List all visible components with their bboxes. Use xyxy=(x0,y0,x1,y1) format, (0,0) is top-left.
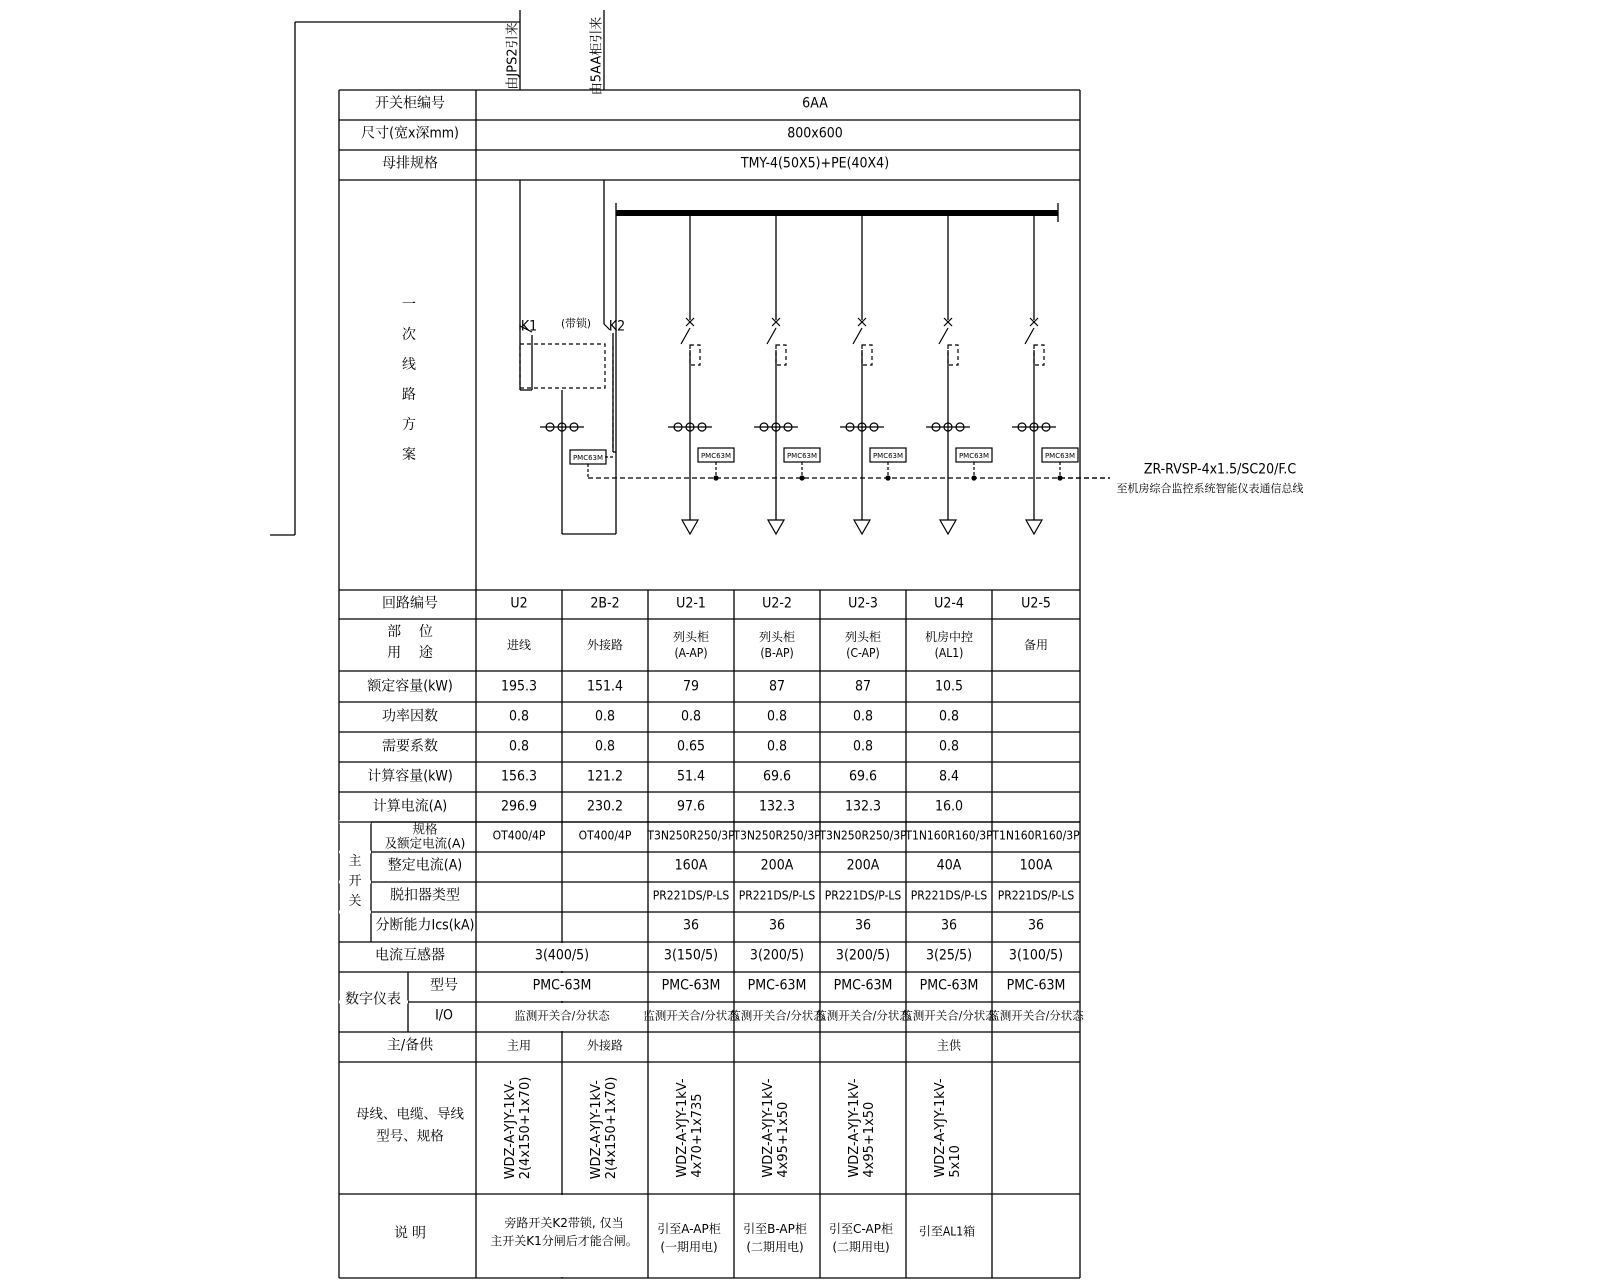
cell-meter-model: PMC-63M xyxy=(919,977,979,994)
cell-demand: 0.8 xyxy=(508,738,530,755)
row-usage: 部 位 用 途 xyxy=(387,624,433,661)
cell-meter-io: 监测开关合/分状态 xyxy=(988,1008,1084,1023)
cell-cable xyxy=(848,1078,878,1177)
cell-trip: PR221DS/P-LS xyxy=(997,888,1075,903)
cell-rated: 87 xyxy=(768,678,786,695)
cell-mb: 外接路 xyxy=(586,1038,624,1053)
cabinet-label: 开关柜编号 xyxy=(375,95,445,112)
primary-scheme-label: 一 次 线 路 方 案 xyxy=(402,297,416,463)
cabinet-value: 6AA xyxy=(802,95,828,112)
cell-rated: 10.5 xyxy=(934,678,964,695)
row-spec: 规格 及额定电流(A) xyxy=(384,821,466,850)
cell-meter-io: 监测开关合/分状态 xyxy=(643,1008,739,1023)
cell-calc: 121.2 xyxy=(586,768,624,785)
cell-cable xyxy=(504,1077,534,1180)
cell-cable xyxy=(762,1078,792,1177)
row-circuit-no: 回路编号 xyxy=(382,595,438,612)
source-jps2-label: 由JPS2引来 xyxy=(505,22,521,90)
row-meter-model: 型号 xyxy=(430,977,458,994)
cell-trip: PR221DS/P-LS xyxy=(652,888,730,903)
cell-ics: 36 xyxy=(1027,917,1045,934)
cell-ct: 3(200/5) xyxy=(749,947,805,964)
cell-ics: 36 xyxy=(940,917,958,934)
k2-label: K2 xyxy=(608,318,626,335)
cell-cable-line: 4x95+1x50 xyxy=(776,1101,791,1178)
cell-usage: 外接路 xyxy=(586,637,624,652)
row-calc-cur: 计算电流(A) xyxy=(372,798,448,815)
cell-no: U2-5 xyxy=(1021,595,1051,612)
cell-current: 132.3 xyxy=(844,798,882,815)
cell-cable-line: WDZ-A-YJY-1kV- xyxy=(675,1078,691,1178)
cell-rated: 151.4 xyxy=(586,678,624,695)
row-trip: 脱扣器类型 xyxy=(390,887,460,904)
cell-cable-line: WDZ-A-YJY-1kV- xyxy=(503,1080,519,1180)
svg-text:PMC63M: PMC63M xyxy=(572,454,604,462)
k1-label: K1 xyxy=(520,318,538,335)
cell-current: 132.3 xyxy=(758,798,796,815)
cell-calc: 51.4 xyxy=(676,768,706,785)
cell-meter-io: 监测开关合/分状态 xyxy=(514,1008,610,1023)
note-u2-2: 引至B-AP柜 (二期用电) xyxy=(743,1222,807,1254)
size-label: 尺寸(宽x深mm) xyxy=(361,125,459,142)
cell-trip: PR221DS/P-LS xyxy=(824,888,902,903)
cell-trip: PR221DS/P-LS xyxy=(910,888,988,903)
cell-current: 296.9 xyxy=(500,798,538,815)
row-calc-cap: 计算容量(kW) xyxy=(367,768,453,785)
cell-meter-model: PMC-63M xyxy=(661,977,721,994)
switch-group-label: 主 开 关 xyxy=(348,854,362,909)
cell-cable xyxy=(590,1077,620,1180)
cell-mb: 主供 xyxy=(936,1038,962,1053)
cell-cable-line: 4x70+1x735 xyxy=(690,1093,705,1178)
cell-meter-model: PMC-63M xyxy=(747,977,807,994)
cell-spec: T3N250R250/3P xyxy=(819,828,907,843)
cell-ct: 3(150/5) xyxy=(663,947,719,964)
svg-text:PMC63M: PMC63M xyxy=(872,452,904,460)
row-setting: 整定电流(A) xyxy=(387,857,463,874)
svg-text:PMC63M: PMC63M xyxy=(786,452,818,460)
note-u2-3: 引至C-AP柜 (二期用电) xyxy=(829,1222,893,1254)
cell-meter-io: 监测开关合/分状态 xyxy=(815,1008,911,1023)
cell-cable-line: 2(4x150+1x70) xyxy=(518,1076,533,1180)
cell-no: U2-4 xyxy=(934,595,964,612)
cell-meter-model: PMC-63M xyxy=(833,977,893,994)
cell-cable-line: 5x10 xyxy=(948,1145,963,1178)
size-value: 800x600 xyxy=(787,125,843,142)
cell-usage: 列头柜 (A-AP) xyxy=(672,629,710,660)
cell-usage: 列头柜 (B-AP) xyxy=(758,629,796,660)
cell-usage: 机房中控 (AL1) xyxy=(924,629,974,660)
cell-pf: 0.8 xyxy=(938,708,960,725)
cell-cable-line: WDZ-A-YJY-1kV- xyxy=(933,1078,949,1178)
svg-text:PMC63M: PMC63M xyxy=(958,452,990,460)
cell-cable-line: WDZ-A-YJY-1kV- xyxy=(761,1078,777,1178)
cell-ct: 3(100/5) xyxy=(1008,947,1064,964)
cell-pf: 0.8 xyxy=(766,708,788,725)
cell-calc: 69.6 xyxy=(762,768,792,785)
cell-calc: 156.3 xyxy=(500,768,538,785)
row-rated-cap: 额定容量(kW) xyxy=(367,678,453,695)
cell-usage: 进线 xyxy=(506,637,532,652)
row-meter-io: I/O xyxy=(435,1007,453,1024)
cell-demand: 0.8 xyxy=(852,738,874,755)
source-5aa-label: 由5AA柜引来 xyxy=(589,16,605,96)
cell-pf: 0.8 xyxy=(680,708,702,725)
cell-spec: T3N250R250/3P xyxy=(733,828,821,843)
cell-ics: 36 xyxy=(768,917,786,934)
cell-current: 230.2 xyxy=(586,798,624,815)
row-cable: 母线、电缆、导线 型号、规格 xyxy=(356,1106,464,1144)
svg-text:PMC63M: PMC63M xyxy=(700,452,732,460)
cell-trip: PR221DS/P-LS xyxy=(738,888,816,903)
cell-pf: 0.8 xyxy=(594,708,616,725)
cell-ics: 36 xyxy=(682,917,700,934)
row-note: 说 明 xyxy=(394,1225,426,1242)
cell-setting: 160A xyxy=(674,857,708,874)
busbar-value: TMY-4(50X5)+PE(40X4) xyxy=(740,155,890,172)
cell-no: U2-3 xyxy=(848,595,878,612)
note-u2-4: 引至AL1箱 xyxy=(918,1224,976,1239)
cell-setting: 100A xyxy=(1019,857,1053,874)
cell-cable xyxy=(934,1078,964,1177)
cell-meter-model: PMC-63M xyxy=(1006,977,1066,994)
cell-current: 16.0 xyxy=(934,798,964,815)
note-bypass: 旁路开关K2带锁, 仅当 主开关K1分闸后才能合闸。 xyxy=(490,1216,638,1248)
cell-cable-line: WDZ-A-YJY-1kV- xyxy=(589,1080,605,1180)
cell-demand: 0.8 xyxy=(766,738,788,755)
cell-cable-line: 4x95+1x50 xyxy=(862,1101,877,1178)
cell-setting: 40A xyxy=(936,857,962,874)
cell-ct: 3(400/5) xyxy=(534,947,590,964)
row-main-backup: 主/备供 xyxy=(386,1037,434,1054)
bus-note-label: 至机房综合监控系统智能仪表通信总线 xyxy=(1116,481,1304,495)
cell-pf: 0.8 xyxy=(508,708,530,725)
cell-setting: 200A xyxy=(846,857,880,874)
row-breaking: 分断能力Ics(kA) xyxy=(375,917,475,934)
cell-rated: 87 xyxy=(854,678,872,695)
svg-text:PMC63M: PMC63M xyxy=(1044,452,1076,460)
cell-rated: 79 xyxy=(682,678,700,695)
bus-cable-label: ZR-RVSP-4x1.5/SC20/F.C xyxy=(1143,461,1297,478)
cell-spec: OT400/4P xyxy=(578,828,632,843)
cell-setting: 200A xyxy=(760,857,794,874)
cell-meter-io: 监测开关合/分状态 xyxy=(901,1008,997,1023)
cell-demand: 0.8 xyxy=(594,738,616,755)
cell-ics: 36 xyxy=(854,917,872,934)
cell-pf: 0.8 xyxy=(852,708,874,725)
cell-no: U2 xyxy=(510,595,528,612)
cell-mb: 主用 xyxy=(506,1038,532,1053)
cell-spec: T1N160R160/3P xyxy=(905,828,993,843)
cell-usage: 备用 xyxy=(1023,637,1049,652)
cell-ct: 3(25/5) xyxy=(925,947,973,964)
cell-cable xyxy=(676,1078,706,1177)
cell-usage: 列头柜 (C-AP) xyxy=(844,629,882,660)
cell-calc: 69.6 xyxy=(848,768,878,785)
cell-calc: 8.4 xyxy=(938,768,960,785)
row-meter-group: 数字仪表 xyxy=(345,991,401,1008)
row-pf: 功率因数 xyxy=(382,708,438,725)
cell-spec: T1N160R160/3P xyxy=(992,828,1080,843)
cell-cable-line: 2(4x150+1x70) xyxy=(604,1076,619,1180)
cell-spec: OT400/4P xyxy=(492,828,546,843)
cell-spec: T3N250R250/3P xyxy=(647,828,735,843)
row-ct: 电流互感器 xyxy=(375,947,445,964)
cell-cable-line: WDZ-A-YJY-1kV- xyxy=(847,1078,863,1178)
busbar-label: 母排规格 xyxy=(382,155,438,172)
cell-current: 97.6 xyxy=(676,798,706,815)
k2-note: (带锁) xyxy=(561,316,591,330)
cell-ct: 3(200/5) xyxy=(835,947,891,964)
cell-demand: 0.65 xyxy=(676,738,706,755)
note-u2-1: 引至A-AP柜 (一期用电) xyxy=(657,1222,721,1254)
cell-no: 2B-2 xyxy=(590,595,620,612)
cell-meter-model: PMC-63M xyxy=(532,977,592,994)
cell-no: U2-2 xyxy=(762,595,792,612)
cell-no: U2-1 xyxy=(676,595,706,612)
cell-demand: 0.8 xyxy=(938,738,960,755)
cell-meter-io: 监测开关合/分状态 xyxy=(729,1008,825,1023)
cell-rated: 195.3 xyxy=(500,678,538,695)
row-demand: 需要系数 xyxy=(382,738,438,755)
